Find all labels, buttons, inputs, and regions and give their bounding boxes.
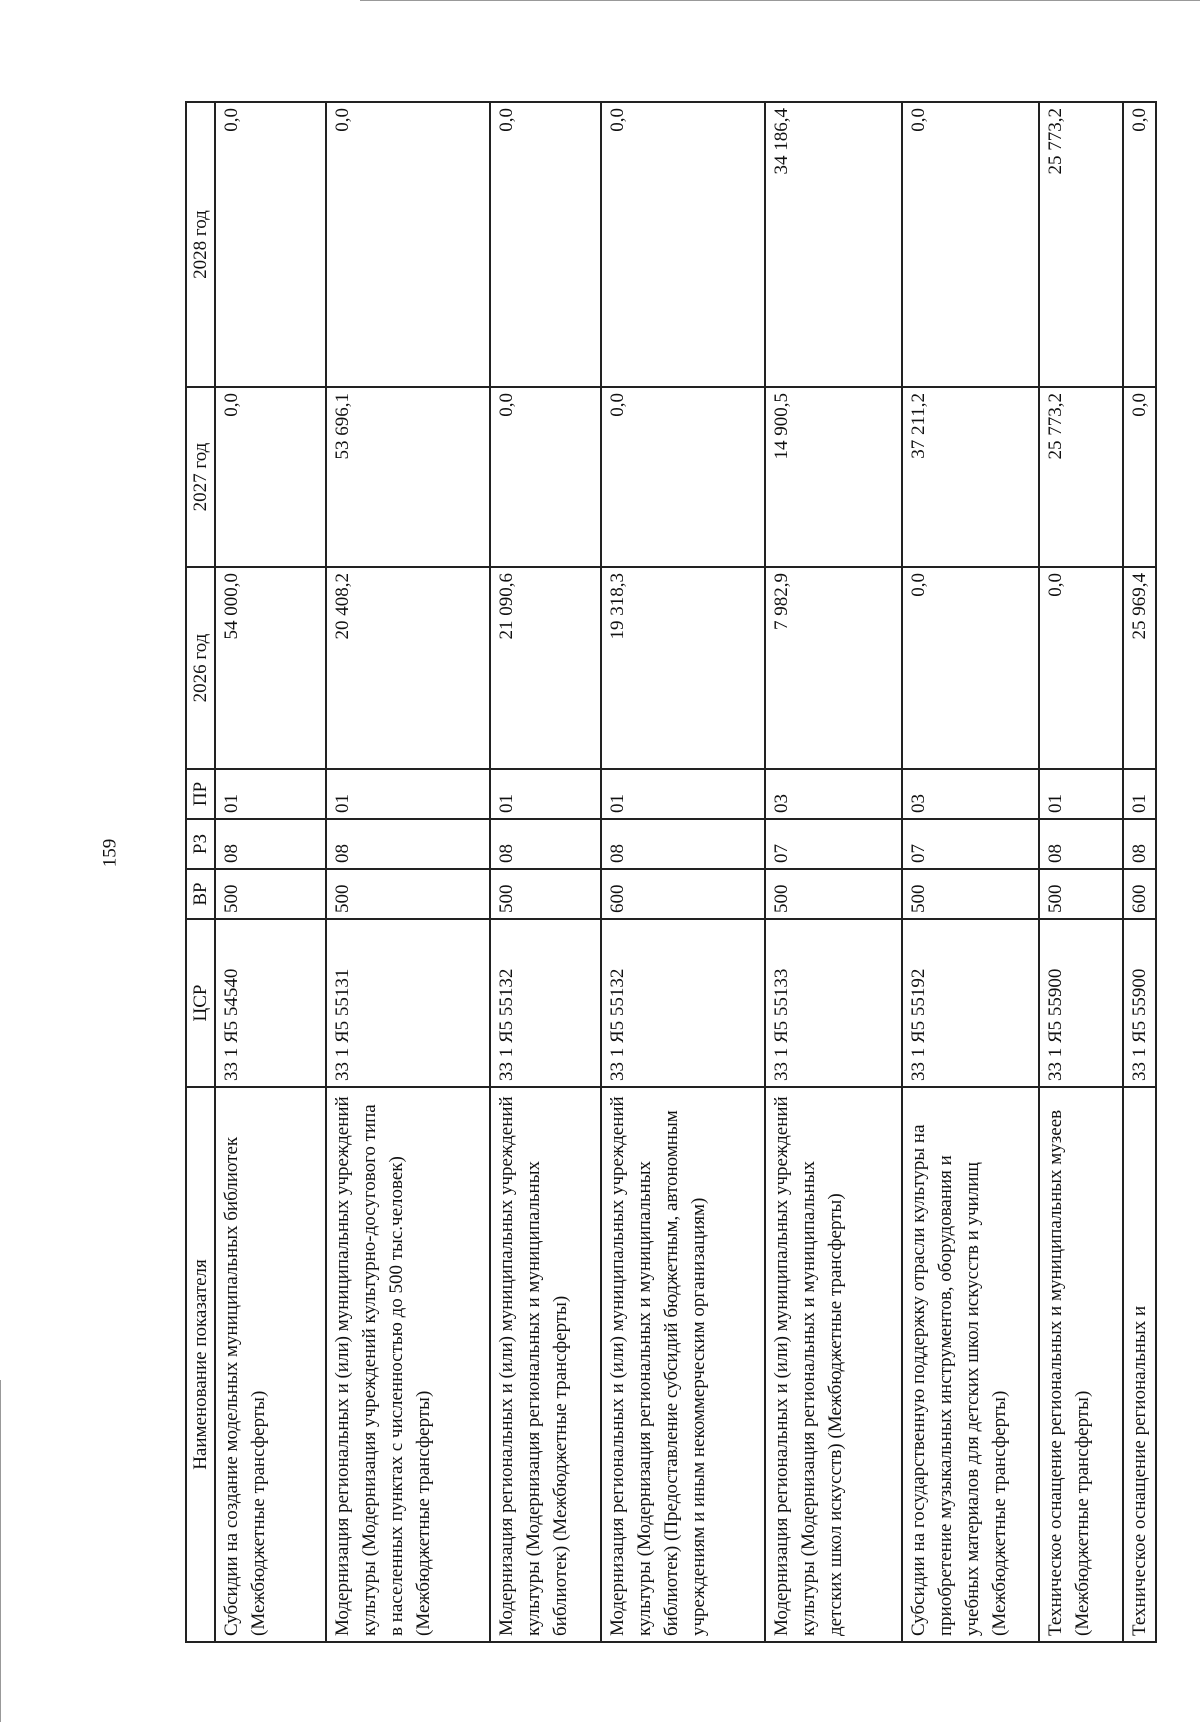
page-number: 159 <box>99 838 121 868</box>
rotated-table-container <box>185 103 1150 1643</box>
table-row <box>1123 102 1156 1642</box>
table-header-row <box>186 102 215 1642</box>
header-2027: 2027 год <box>186 387 215 567</box>
cell-2026: 19 318,3 <box>601 567 765 769</box>
cell-pr: 01 <box>490 769 601 819</box>
cell-vr: 500 <box>902 869 1039 919</box>
header-2026: 2026 год <box>186 567 215 769</box>
table-row <box>326 102 490 1642</box>
cell-2026: 7 982,9 <box>765 567 902 769</box>
cell-rz: 08 <box>326 819 490 869</box>
header-2028: 2028 год <box>186 102 215 387</box>
cell-2027: 0,0 <box>601 387 765 567</box>
header-vr: ВР <box>186 869 215 919</box>
cell-pr: 01 <box>326 769 490 819</box>
table-row <box>215 102 326 1642</box>
table-row <box>902 102 1039 1642</box>
cell-2026: 21 090,6 <box>490 567 601 769</box>
cell-2026: 0,0 <box>902 567 1039 769</box>
cell-name: Модернизация региональных и (или) муниципальных учреждений культуры (Модернизация учреждений культурно-досугового типа в населенных пунктах с численностью до 500 тыс.человек) (Межбюджетные трансферты) <box>326 1087 490 1642</box>
cell-name: Техническое оснащение региональных и <box>1123 1087 1156 1642</box>
cell-pr: 01 <box>1039 769 1123 819</box>
cell-2026: 54 000,0 <box>215 567 326 769</box>
cell-name: Субсидии на создание модельных муниципальных библиотек (Межбюджетные трансферты) <box>215 1087 326 1642</box>
cell-rz: 07 <box>765 819 902 869</box>
cell-2028: 0,0 <box>326 102 490 387</box>
cell-pr: 03 <box>765 769 902 819</box>
cell-2027: 0,0 <box>490 387 601 567</box>
cell-pr: 01 <box>601 769 765 819</box>
cell-csr: 33 1 Я5 54540 <box>215 919 326 1087</box>
cell-pr: 01 <box>1123 769 1156 819</box>
cell-rz: 08 <box>601 819 765 869</box>
cell-csr: 33 1 Я5 55900 <box>1039 919 1123 1087</box>
cell-2027: 0,0 <box>215 387 326 567</box>
cell-2028: 0,0 <box>601 102 765 387</box>
cell-vr: 500 <box>326 869 490 919</box>
cell-name: Модернизация региональных и (или) муниципальных учреждений культуры (Модернизация региональных и муниципальных детских школ искусств) (Межбюджетные трансферты) <box>765 1087 902 1642</box>
table-row <box>1039 102 1123 1642</box>
cell-vr: 600 <box>601 869 765 919</box>
scan-edge-line-top <box>360 0 1200 1</box>
header-name: Наименование показателя <box>186 1087 215 1642</box>
table-row <box>601 102 765 1642</box>
scan-edge-line-left <box>0 1380 1 1722</box>
cell-vr: 500 <box>490 869 601 919</box>
cell-2028: 25 773,2 <box>1039 102 1123 387</box>
cell-2027: 14 900,5 <box>765 387 902 567</box>
table-row <box>765 102 902 1642</box>
cell-csr: 33 1 Я5 55192 <box>902 919 1039 1087</box>
cell-csr: 33 1 Я5 55133 <box>765 919 902 1087</box>
cell-name: Техническое оснащение региональных и муниципальных музеев (Межбюджетные трансферты) <box>1039 1087 1123 1642</box>
cell-name: Субсидии на государственную поддержку отрасли культуры на приобретение музыкальных инструментов, оборудования и учебных материалов для детских школ искусств и училищ (Межбюджетные трансферты) <box>902 1087 1039 1642</box>
cell-vr: 500 <box>215 869 326 919</box>
budget-table <box>185 101 1157 1643</box>
cell-2028: 0,0 <box>215 102 326 387</box>
cell-2026: 25 969,4 <box>1123 567 1156 769</box>
cell-2027: 37 211,2 <box>902 387 1039 567</box>
cell-rz: 08 <box>1039 819 1123 869</box>
cell-csr: 33 1 Я5 55131 <box>326 919 490 1087</box>
cell-rz: 08 <box>1123 819 1156 869</box>
header-csr: ЦСР <box>186 919 215 1087</box>
cell-2028: 34 186,4 <box>765 102 902 387</box>
cell-2027: 53 696,1 <box>326 387 490 567</box>
cell-csr: 33 1 Я5 55900 <box>1123 919 1156 1087</box>
cell-2028: 0,0 <box>490 102 601 387</box>
cell-rz: 08 <box>490 819 601 869</box>
cell-rz: 08 <box>215 819 326 869</box>
cell-2028: 0,0 <box>1123 102 1156 387</box>
cell-2028: 0,0 <box>902 102 1039 387</box>
cell-2026: 20 408,2 <box>326 567 490 769</box>
cell-vr: 500 <box>765 869 902 919</box>
cell-pr: 01 <box>215 769 326 819</box>
cell-name: Модернизация региональных и (или) муниципальных учреждений культуры (Модернизация региональных и муниципальных библиотек) (Предоставление субсидий бюджетным, автономным учреждениям и иным некоммерческим организациям) <box>601 1087 765 1642</box>
cell-vr: 600 <box>1123 869 1156 919</box>
cell-vr: 500 <box>1039 869 1123 919</box>
cell-pr: 03 <box>902 769 1039 819</box>
cell-rz: 07 <box>902 819 1039 869</box>
cell-csr: 33 1 Я5 55132 <box>601 919 765 1087</box>
cell-2027: 25 773,2 <box>1039 387 1123 567</box>
cell-2027: 0,0 <box>1123 387 1156 567</box>
cell-name: Модернизация региональных и (или) муниципальных учреждений культуры (Модернизация региональных и муниципальных библиотек) (Межбюджетные трансферты) <box>490 1087 601 1642</box>
header-pr: ПР <box>186 769 215 819</box>
cell-csr: 33 1 Я5 55132 <box>490 919 601 1087</box>
table-row <box>490 102 601 1642</box>
header-rz: РЗ <box>186 819 215 869</box>
cell-2026: 0,0 <box>1039 567 1123 769</box>
